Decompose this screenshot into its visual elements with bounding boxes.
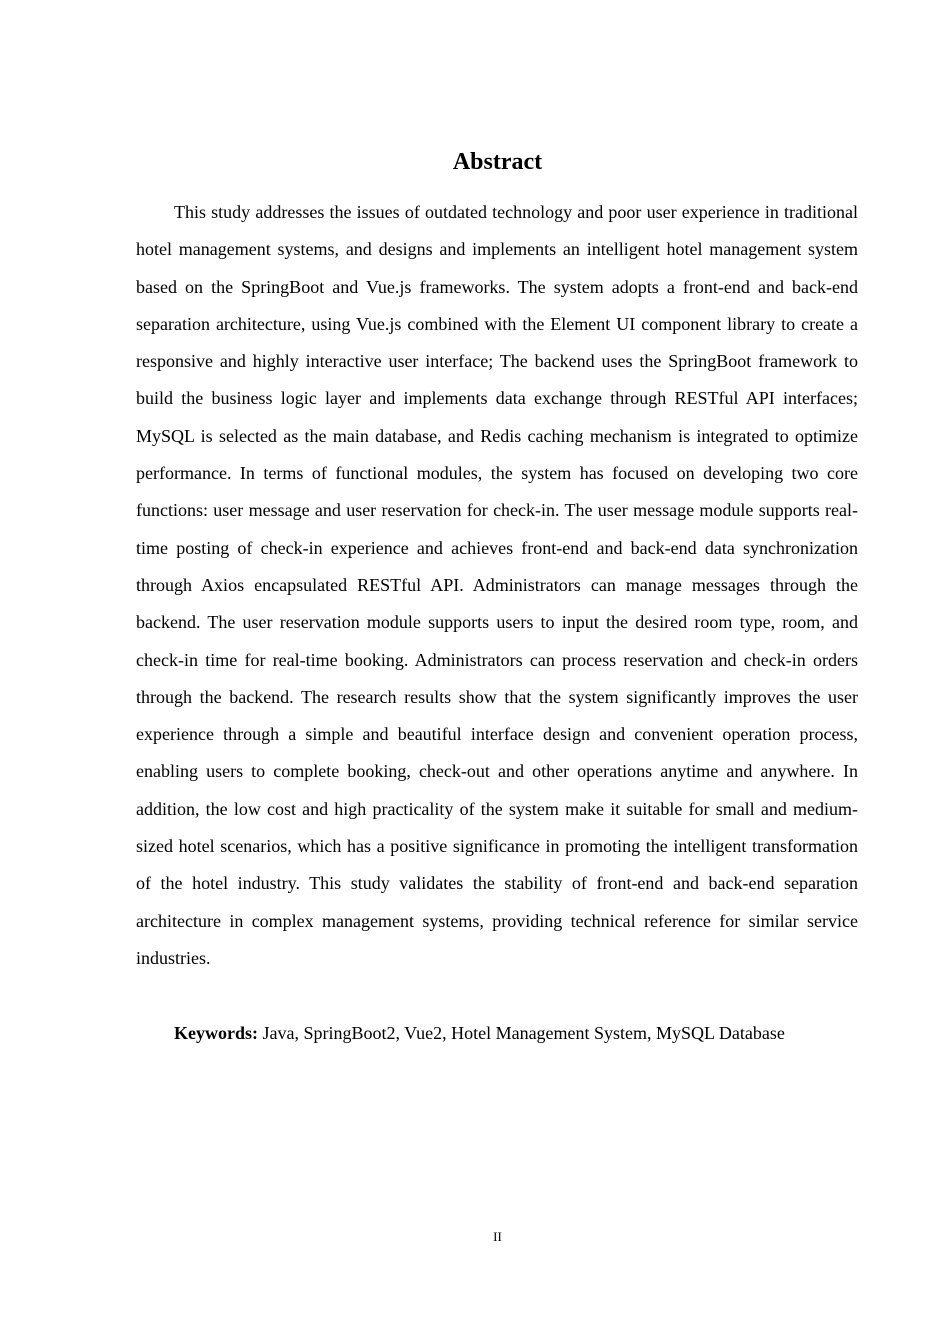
abstract-title: Abstract xyxy=(452,149,543,175)
page-number: II xyxy=(493,1229,502,1244)
abstract-body: This study addresses the issues of outdated technology and poor user experience in traditional hotel management systems, and designs and implements an intelligent hotel management system based on the SpringBoot and Vue.js frameworks. The system adopts a front-end and back-end separation architecture, using Vue.js combined with the Element UI component library to create a responsive and highly interactive user interface; The backend uses the SpringBoot framework to build the business logic layer and implements data exchange through RESTful API interfaces; MySQL is selected as the main database, and Redis caching mechanism is integrated to optimize performance. In terms of functional modules, the system has focused on developing two core functions: user message and user reservation for check-in. The user message module supports real-time posting of check-in experience and achieves front-end and back-end data synchronization through Axios encapsulated RESTful API. Administrators can manage messages through the backend. The user reservation module supports users to input the desired room type, room, and check-in time for real-time booking. Administrators can process reservation and check-in orders through the backend. The research results show that the system significantly improves the user experience through a simple and beautiful interface design and convenient operation process, enabling users to complete booking, check-out and other operations anytime and anywhere. In addition, the low cost and high practicality of the system make it suitable for small and medium-sized hotel scenarios, which has a positive significance in promoting the intelligent transformation of the hotel industry. This study validates the stability of front-end and back-end separation architecture in complex management systems, providing technical reference for similar service industries. xyxy=(136,202,858,968)
keywords-label: Keywords: xyxy=(174,1023,258,1043)
keywords-text: Java, SpringBoot2, Vue2, Hotel Management System, MySQL Database xyxy=(258,1023,785,1043)
keywords-line xyxy=(136,1015,858,1052)
